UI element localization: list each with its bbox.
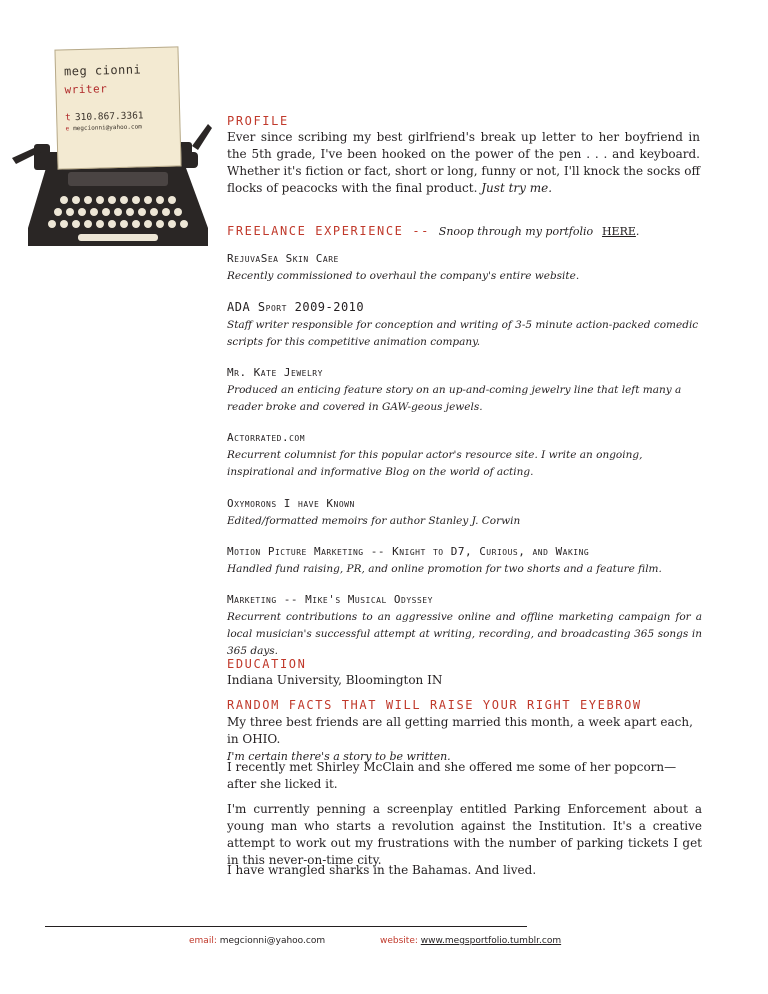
typed-name: meg cionni (63, 62, 142, 79)
job-description: Produced an enticing feature story on an up-and-coming jewelry line that left many a reader broke and covered in GAW-geous jewels. (227, 384, 682, 413)
footer-email-value[interactable]: megcionni@yahoo.com (219, 936, 326, 946)
job-title: Marketing -- Mike's Musical Odyssey (227, 593, 433, 606)
job-title: Actorrated.com (227, 431, 306, 444)
footer-website-link[interactable]: www.megsportfolio.tumblr.com (420, 936, 562, 946)
job-title: ADA Sport 2009-2010 (227, 300, 365, 314)
email-address: megcionni@yahoo.com (73, 123, 142, 133)
typed-email (65, 123, 141, 132)
typewriter-illustration (8, 40, 220, 260)
job-title: RejuvaSea Skin Care (227, 252, 339, 265)
freelance-heading-text: FREELANCE EXPERIENCE -- (227, 224, 430, 238)
profile-heading: PROFILE (227, 114, 289, 128)
job-description: Staff writer responsible for conception and writing of 3-5 minute action-packed comedic scripts for this competitive animation company. (227, 319, 699, 348)
footer-email (189, 936, 325, 946)
job-description: Handled fund raising, PR, and online promotion for two shorts and a feature film. (227, 563, 662, 575)
portfolio-note: Snoop through my portfolio (438, 225, 594, 238)
education-school: Indiana University, Bloomington IN (227, 673, 443, 687)
facts-heading: RANDOM FACTS THAT WILL RAISE YOUR RIGHT EYEBROW (227, 698, 642, 712)
profile-body: Ever since scribing my best girlfriend's break up letter to her boyfriend in the 5th grade, I've been hooked on the power of the pen . . . and keyboard. Whether it's fiction or fact, short or long, funny or not, I'll knock the socks off flocks of peacocks with the final product. (227, 130, 700, 195)
fact-item: I have wrangled sharks in the Bahamas. And lived. (227, 863, 537, 877)
fact-text: My three best friends are all getting married this month, a week apart each, in OHIO. (227, 715, 693, 746)
job-title: Mr. Kate Jewelry (227, 366, 323, 379)
fact-aside: I'm certain there's a story to be written. (227, 750, 451, 763)
footer-divider (45, 926, 527, 927)
email-marker: e (65, 125, 70, 133)
phone-number: 310.867.3361 (74, 110, 144, 124)
paper-sheet (54, 46, 181, 169)
fact-item: I recently met Shirley McClain and she offered me some of her popcorn—after she licked it. (227, 760, 677, 791)
portfolio-link[interactable]: HERE (601, 225, 636, 238)
phone-marker: t (65, 112, 72, 124)
education-heading: EDUCATION (227, 657, 307, 671)
job-description: Edited/formatted memoirs for author Stanley J. Corwin (227, 515, 521, 527)
job-title: Oxymorons I have Known (227, 497, 355, 510)
fact-item: I'm currently penning a screenplay entitled Parking Enforcement about a young man who starts a revolution against the Institution. It's a creative attempt to work out my frustrations with the number of parking tickets I get in this never-on-time city. (227, 802, 702, 867)
job-description: Recurrent contributions to an aggressive online and offline marketing campaign for a local musician's successful attempt at writing, recording, and broadcasting 365 songs in 365 days. (227, 611, 702, 657)
profile-text (227, 129, 700, 197)
profile-tagline: Just try me. (481, 181, 553, 195)
fact-item (227, 714, 702, 765)
job-description: Recently commissioned to overhaul the company's entire website. (227, 270, 580, 282)
job-title: Motion Picture Marketing -- Knight to D7, Curious, and Waking (227, 545, 590, 558)
typed-phone (65, 110, 144, 123)
footer-website-label: website: (380, 936, 418, 946)
freelance-heading (227, 224, 639, 239)
job-description: Recurrent columnist for this popular actor's resource site. I write an ongoing, inspirational and informative Blog on the world of acting. (227, 449, 643, 478)
typed-role: writer (64, 82, 108, 97)
footer-email-label: email: (189, 936, 217, 946)
footer-website (380, 936, 561, 946)
portfolio-period: . (635, 225, 640, 238)
